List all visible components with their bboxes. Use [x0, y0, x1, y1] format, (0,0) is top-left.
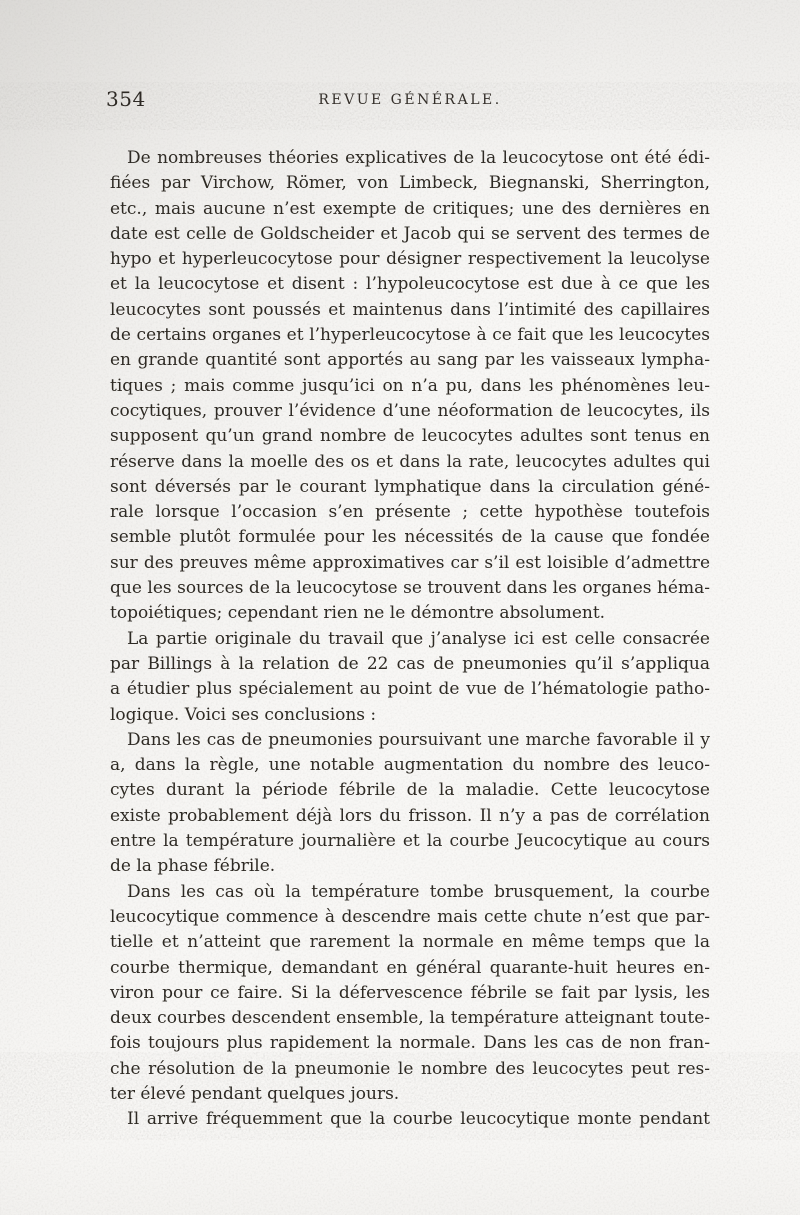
text-line: et la leucocytose et disent : l’hypoleucocytose est due à ce que les: [110, 274, 710, 295]
paragraph: [110, 880, 710, 1108]
text-line: tielle et n’atteint que rarement la normale en même temps que la: [110, 932, 710, 953]
text-line: che résolution de la pneumonie le nombre des leucocytes peut res-: [110, 1058, 710, 1079]
text-line: fiées par Virchow, Römer, von Limbeck, Biegnanski, Sherrington,: [110, 173, 710, 194]
text-line: etc., mais aucune n’est exempte de critiques; une des dernières en: [110, 198, 710, 219]
text-line: courbe thermique, demandant en général quarante-huit heures en-: [110, 957, 710, 978]
paragraph: [110, 1107, 710, 1132]
text-line: viron pour ce faire. Si la défervescence fébrile se fait par lysis, les: [110, 982, 710, 1003]
paragraph: [110, 146, 710, 627]
text-line: cocytiques, prouver l’évidence d’une néoformation de leucocytes, ils: [110, 400, 710, 421]
text-line: Dans les cas de pneumonies poursuivant une marche favorable il y: [127, 729, 710, 750]
text-line: supposent qu’un grand nombre de leucocytes adultes sont tenus en: [110, 426, 710, 447]
text-line: Dans les cas où la température tombe brusquement, la courbe: [127, 881, 710, 902]
running-title: REVUE GÉNÉRALE.: [318, 92, 502, 108]
text-line: sont déversés par le courant lymphatique dans la circulation géné-: [110, 476, 710, 497]
text-line: fois toujours plus rapidement la normale. Dans les cas de non fran-: [110, 1033, 710, 1054]
text-line: leucocytes sont poussés et maintenus dans l’intimité des capillaires: [110, 299, 710, 320]
text-line: La partie originale du travail que j’analyse ici est celle consacrée: [127, 628, 710, 649]
paragraph: [110, 627, 710, 728]
text-line: que les sources de la leucocytose se trouvent dans les organes héma-: [110, 578, 710, 599]
page-number: 354: [106, 87, 146, 111]
paragraph: [110, 728, 710, 880]
text-line: semble plutôt formulée pour les nécessités de la cause que fondée: [110, 527, 710, 548]
text-line: hypo et hyperleucocytose pour désigner respectivement la leucolyse: [110, 249, 710, 270]
text-line: en grande quantité sont apportés au sang par les vaisseaux lympha-: [110, 350, 710, 371]
text-line: cytes durant la période fébrile de la maladie. Cette leucocytose: [110, 780, 710, 801]
text-line: topoiétiques; cependant rien ne le démontre absolument.: [110, 603, 606, 624]
text-line: De nombreuses théories explicatives de la leucocytose ont été édi-: [127, 148, 710, 168]
text-line: par Billings à la relation de 22 cas de pneumonies qu’il s’appliqua: [110, 653, 710, 674]
text-line: ter élevé pendant quelques jours.: [110, 1083, 400, 1104]
text-line: deux courbes descendent ensemble, la température atteignant toute-: [110, 1008, 710, 1029]
text-line: logique. Voici ses conclusions :: [110, 704, 377, 725]
text-line: tiques ; mais comme jusqu’ici on n’a pu, dans les phénomènes leu-: [110, 375, 710, 396]
text-line: de certains organes et l’hyperleucocytose à ce fait que les leucocytes: [110, 325, 710, 346]
text-line: sur des preuves même approximatives car s’il est loisible d’admettre: [110, 552, 710, 573]
page-text: [110, 146, 710, 1133]
text-line: a, dans la règle, une notable augmentation du nombre des leuco-: [110, 755, 710, 776]
text-line: réserve dans la moelle des os et dans la rate, leucocytes adultes qui: [110, 451, 710, 472]
page-header: [106, 87, 710, 114]
text-line: Il arrive fréquemment que la courbe leucocytique monte pendant: [127, 1109, 710, 1130]
text-line: rale lorsque l’occasion s’en présente ; cette hypothèse toutefois: [110, 502, 710, 523]
text-line: leucocytique commence à descendre mais cette chute n’est que par-: [110, 906, 710, 927]
text-line: de la phase fébrile.: [110, 856, 276, 877]
text-line: date est celle de Goldscheider et Jacob qui se servent des termes de: [110, 223, 710, 244]
text-line: a étudier plus spécialement au point de vue de l’hématologie patho-: [110, 679, 710, 700]
text-line: entre la température journalière et la courbe Jeucocytique au cours: [110, 831, 710, 852]
text-line: existe probablement déjà lors du frisson. Il n’y a pas de corrélation: [110, 805, 710, 826]
